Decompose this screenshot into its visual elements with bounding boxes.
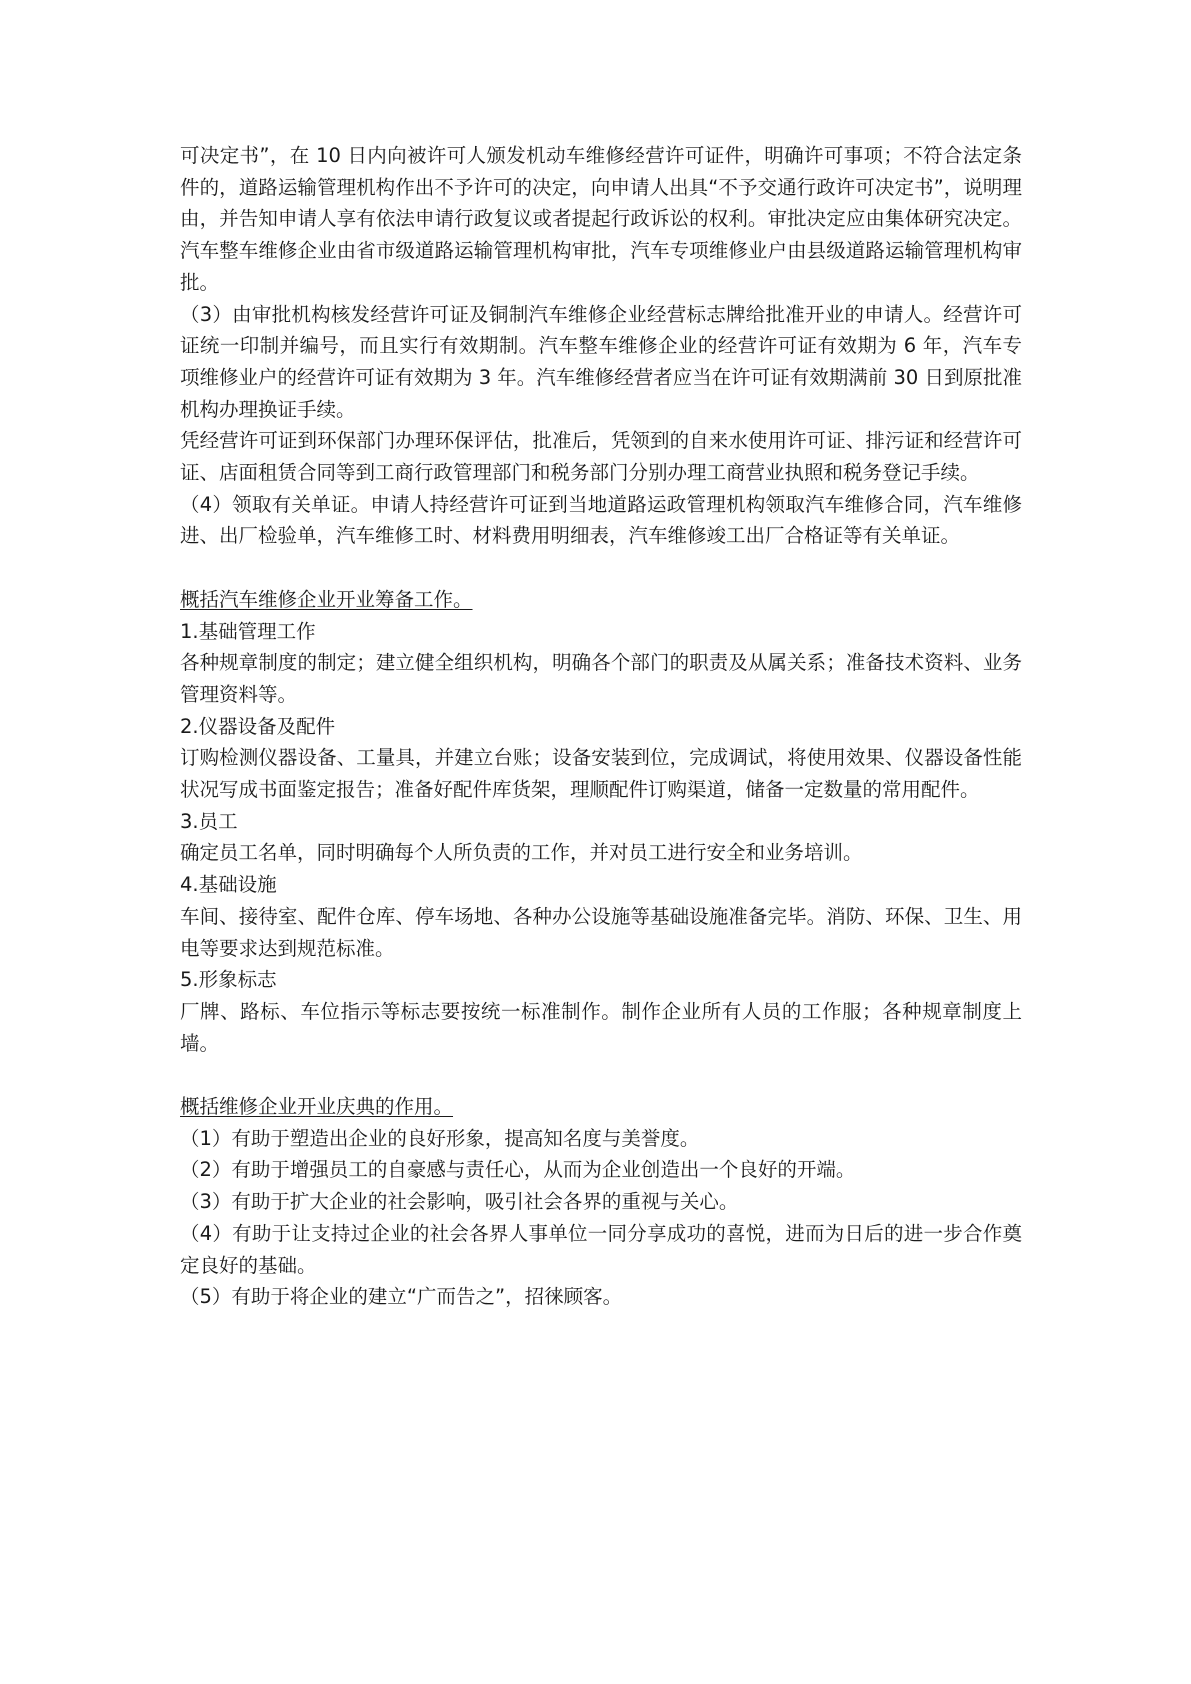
- item-body-image-signs: 厂牌、路标、车位指示等标志要按统一标准制作。制作企业所有人员的工作服；各种规章制度上墙。: [180, 999, 1022, 1055]
- item-heading-facilities: 4.基础设施: [180, 873, 277, 897]
- item-heading-equipment: 2.仪器设备及配件: [180, 714, 336, 738]
- item-body-basic-management: 各种规章制度的制定；建立健全组织机构，明确各个部门的职责及从属关系；准备技术资料、业务管理资料等。: [180, 651, 1022, 706]
- section-title-ceremony: 概括维修企业开业庆典的作用。: [180, 1095, 454, 1119]
- item-heading-staff: 3.员工: [180, 809, 238, 833]
- list-item: （2）有助于增强员工的自豪感与责任心，从而为企业创造出一个良好的开端。: [180, 1158, 856, 1182]
- spacer: [180, 552, 1022, 584]
- list-item: （4）有助于让支持过企业的社会各界人事单位一同分享成功的喜悦，进而为日后的进一步合作奠定良好的基础。: [180, 1221, 1022, 1277]
- paragraph-license-issuance: （3）由审批机构核发经营许可证及铜制汽车维修企业经营标志牌给批准开业的申请人。经营许可证统一印制并编号，而且实行有效期制。汽车整车维修企业的经营许可证有效期为 6 年，汽车专项维修业户的经营许可证有效期为 3 年。汽车维修经营者应当在许可证有效期满前 30 日到原批准机构办理换证手续。: [180, 302, 1023, 421]
- item-heading-image-signs: 5.形象标志: [180, 968, 277, 992]
- section-title-preparation: 概括汽车维修企业开业筹备工作。: [180, 587, 473, 611]
- spacer: [180, 1059, 1022, 1091]
- list-item: （1）有助于塑造出企业的良好形象，提高知名度与美誉度。: [180, 1126, 700, 1150]
- item-heading-basic-management: 1.基础管理工作: [180, 619, 316, 643]
- item-body-equipment: 订购检测仪器设备、工量具，并建立台账；设备安装到位，完成调试，将使用效果、仪器设备性能状况写成书面鉴定报告；准备好配件库货架，理顺配件订购渠道，储备一定数量的常用配件。: [180, 746, 1022, 802]
- list-item: （5）有助于将企业的建立“广而告之”，招徕顾客。: [180, 1285, 623, 1309]
- paragraph-approval-decision: 可决定书”，在 10 日内向被许可人颁发机动车维修经营许可证件，明确许可事项；不符合法定条件的，道路运输管理机构作出不予许可的决定，向申请人出具“不予交通行政许可决定书”，说明理由，并告知申请人享有依法申请行政复议或者提起行政诉讼的权利。审批决定应由集体研究决定。汽车整车维修企业由省市级道路运输管理机构审批，汽车专项维修业户由县级道路运输管理机构审批。: [180, 144, 1022, 294]
- paragraph-receive-documents: （4）领取有关单证。申请人持经营许可证到当地道路运政管理机构领取汽车维修合同，汽车维修进、出厂检验单，汽车维修工时、材料费用明细表，汽车维修竣工出厂合格证等有关单证。: [180, 492, 1022, 548]
- item-body-facilities: 车间、接待室、配件仓库、停车场地、各种办公设施等基础设施准备完毕。消防、环保、卫生、用电等要求达到规范标准。: [180, 904, 1022, 960]
- list-item: （3）有助于扩大企业的社会影响，吸引社会各界的重视与关心。: [180, 1190, 739, 1214]
- paragraph-environmental-registration: 凭经营许可证到环保部门办理环保评估，批准后，凭领到的自来水使用许可证、排污证和经营许可证、店面租赁合同等到工商行政管理部门和税务部门分别办理工商营业执照和税务登记手续。: [180, 429, 1022, 485]
- item-body-staff: 确定员工名单，同时明确每个人所负责的工作，并对员工进行安全和业务培训。: [180, 841, 863, 865]
- document-page: [180, 140, 1022, 1313]
